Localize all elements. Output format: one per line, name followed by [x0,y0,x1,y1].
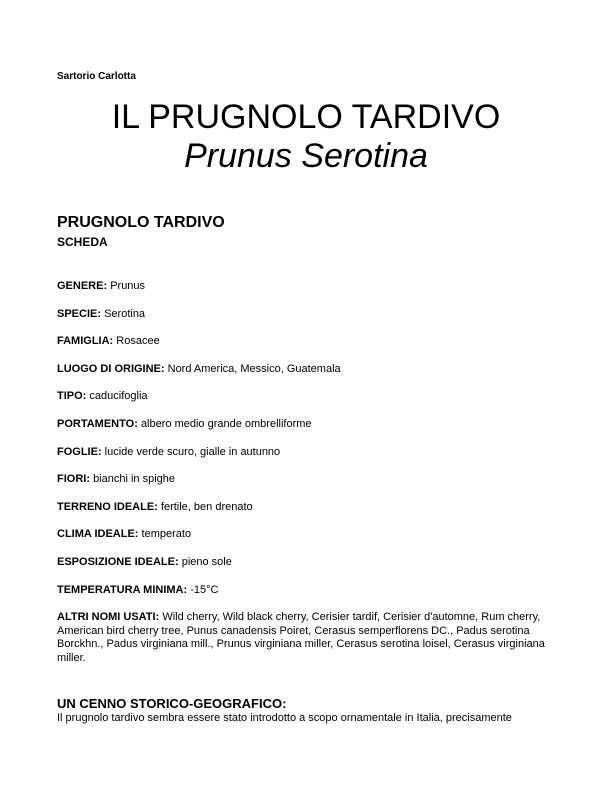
field-label: CLIMA IDEALE: [57,528,139,541]
field-label: SPECIE: [57,307,102,320]
field-label: FOGLIE: [57,445,102,458]
section-subheading: SCHEDA [57,235,108,249]
field-label: TEMPERATURA MINIMA: [57,583,188,596]
field-label: LUOGO DI ORIGINE: [57,362,165,375]
field-value: caducifoglia [89,390,148,403]
field-value: Wild cherry, Wild black cherry, Cerisier tardif, Cerisier d'automne, Rum cherry, American bird cherry tree, Punus canadensis Poiret, Cerasus semperflorens DC., Padus serotina Borckhn., Padus virginiana mill., Prunus virginiana miller, Cerasus serotina loisel, Cerasus virginiana miller. [57,611,545,664]
datasheet-fields [57,280,557,665]
field-esposizione-ideale [57,556,557,584]
field-value: Nord America, Messico, Guatemala [167,362,341,375]
field-value: Serotina [104,307,146,320]
field-famiglia [57,335,557,363]
field-value: temperato [141,528,192,541]
document-subtitle: Prunus Serotina [184,137,428,175]
field-label: FAMIGLIA: [57,335,114,348]
field-genere [57,280,557,308]
field-value: Prunus [110,280,146,292]
field-value: fertile, ben drenato [160,500,253,513]
title-block [0,97,612,175]
field-value: Rosacee [116,335,160,348]
author-name: Sartorio Carlotta [57,71,136,82]
field-label: FIORI: [57,473,90,486]
field-label: ALTRI NOMI USATI: [57,611,160,624]
field-luogo-origine [57,363,557,391]
field-altri-nomi [57,611,557,665]
field-clima-ideale [57,528,557,556]
field-fiori [57,473,557,501]
field-temperatura-minima [57,584,557,612]
field-value: lucide verde scuro, gialle in autunno [104,445,281,458]
document-title: IL PRUGNOLO TARDIVO [111,98,501,136]
history-heading: UN CENNO STORICO-GEOGRAFICO: [57,696,287,711]
field-label: ESPOSIZIONE IDEALE: [57,555,179,568]
field-portamento [57,418,557,446]
field-label: TERRENO IDEALE: [57,500,158,513]
field-value: -15°C [190,583,219,596]
section-heading: PRUGNOLO TARDIVO [57,214,225,231]
field-tipo [57,390,557,418]
field-foglie [57,446,557,474]
field-value: albero medio grande ombrelliforme [140,417,312,430]
field-value: bianchi in spighe [93,473,176,486]
field-specie [57,308,557,336]
field-terreno-ideale [57,501,557,529]
history-paragraph: Il prugnolo tardivo sembra essere stato introdotto a scopo ornamentale in Italia, precisamente [57,712,512,724]
field-label: TIPO: [57,390,87,403]
field-value: pieno sole [181,555,232,568]
field-label: PORTAMENTO: [57,417,138,430]
field-label: GENERE: [57,280,108,292]
